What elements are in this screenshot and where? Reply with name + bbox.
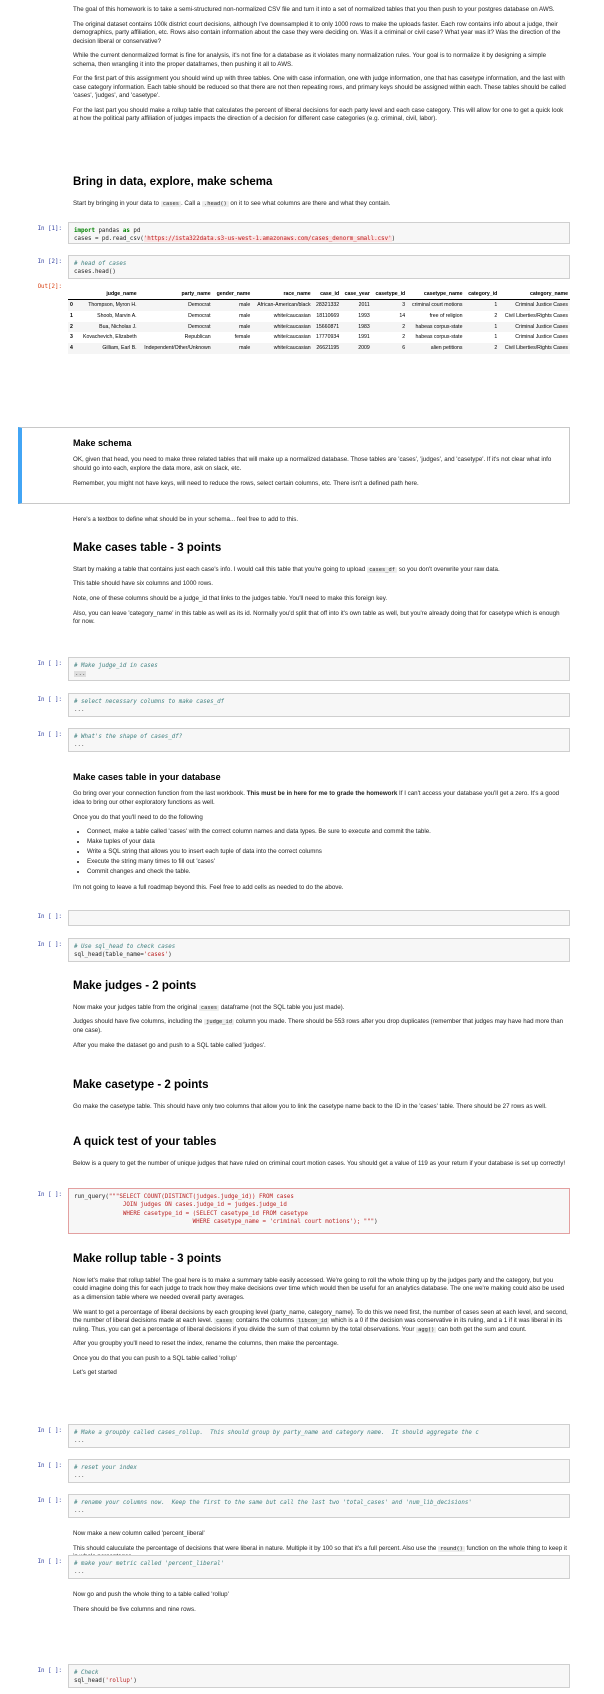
section-paragraph: We want to get a percentage of liberal decisions by each grouping level (party_name, category_name). To do this we need first, the number of cases seen at each level, and second, the number of liberal decisions made at each level. cases contains the columns libcon_id which is a 0 if the decision was conservative in its ruling, and a 1 if it was liberal in its ruling. Thus, you can get a percentage of liberal decisions if you divide the sum of that column by the total observations. Your agg() can both get the sum and count.: [73, 1308, 568, 1333]
cell-prompt: In [ ]:: [37, 1192, 62, 1198]
section-paragraph: I'm not going to leave a full roadmap beyond this. Feel free to add cells as needed to do the above.: [73, 883, 344, 891]
row-index: 1: [70, 312, 73, 319]
table-cell: male: [213, 343, 253, 354]
table-cell: Criminal Justice Cases: [499, 300, 570, 311]
row-index: 2: [68, 322, 78, 333]
table-header: race_name: [252, 289, 312, 300]
code-cell-percent-liberal[interactable]: # make your metric called 'percent_liberal' ...: [68, 1555, 570, 1579]
list-item: • Commit changes and check the table.: [87, 868, 568, 877]
table-cell: 2009: [341, 343, 372, 354]
list-item: • Make tuples of your data: [87, 838, 568, 847]
table-row: [68, 332, 570, 343]
code-cell-shape[interactable]: # What's the shape of cases_df? ...: [68, 728, 570, 752]
cell-prompt: In [ ]:: [37, 661, 62, 667]
table-cell: 28321332: [313, 300, 342, 311]
table-cell: Civil Liberties/Rights Cases: [499, 343, 570, 354]
table-cell: 18110669: [316, 312, 340, 319]
table-cell: white/caucasian: [252, 322, 312, 333]
section-paragraph: Here's a textbox to define what should be in your schema... feel free to add to this.: [73, 516, 299, 523]
table-header: category_name: [499, 289, 570, 300]
table-cell: free of religion: [429, 312, 463, 319]
code-cell-select-columns[interactable]: # select necessary columns to make cases_df ...: [68, 693, 570, 717]
intro-paragraph: While the current denormalized format is fine for analysis, it's not fine for a database as it violates many normalization rules. Your goal is to normalize it by designing a simple schema, then wrangling it into the proper dataframes, then pushing it all to AWS.: [73, 52, 547, 68]
table-cell: 17770934: [316, 334, 340, 341]
cases-section: [73, 541, 568, 633]
table-cell: white/caucasian: [273, 334, 311, 341]
table-header: category_id: [464, 289, 499, 300]
table-cell: Democrat: [139, 322, 213, 333]
bring-section: [73, 175, 568, 214]
section-paragraph: Remember, you might not have keys, will need to reduce the rows, select certain columns, etc. There isn't a defined path here.: [73, 479, 419, 487]
section-paragraph: After you make the dataset go and push to a SQL table called 'judges'.: [73, 1041, 266, 1049]
cell-prompt: In [ ]:: [37, 1498, 62, 1504]
section-paragraph: Start by making a table that contains just each case's info. I would call this table that you're going to upload cases_df so you don't overwrite your raw data.: [73, 565, 500, 573]
rollup-section: [73, 1252, 568, 1384]
table-cell: Democrat: [188, 312, 211, 319]
schema-section: [73, 437, 568, 494]
code-cell-judge-id[interactable]: # Make judge_id in cases ...: [68, 657, 570, 681]
table-cell: Independent/Other/Unknown: [139, 343, 213, 354]
dataframe-output: [68, 289, 570, 354]
table-cell: Criminal Justice Cases: [499, 322, 570, 333]
table-header: party_name: [139, 289, 213, 300]
table-cell: Kovachevich, Elizabeth: [82, 334, 137, 341]
section-paragraph: Judges should have five columns, including the judge_id column you made. There should be 553 rows after you drop duplicates (remember that judges may have had more than one case).: [73, 1018, 564, 1034]
section-paragraph: OK, given that head, you need to make three related tables that will make up a normalized database. Those tables are 'cases', 'judges', and 'casetype'. If it's not clear what info should go into each, explore the data more, ask on slack, etc.: [73, 456, 552, 472]
table-row: [68, 311, 570, 322]
table-header: case_id: [313, 289, 342, 300]
table-cell: 1: [494, 334, 498, 341]
section-paragraph: Start by bringing in your data to cases . Call a .head() on it to see what columns are there and what they contain.: [73, 199, 391, 207]
list-item: • Execute the string many times to fill out 'cases': [87, 858, 568, 867]
table-cell: 2: [464, 343, 499, 354]
section-heading: Make casetype - 2 points: [73, 1079, 209, 1091]
dataframe-table: [68, 289, 570, 354]
section-heading: Make judges - 2 points: [73, 980, 197, 992]
cell-prompt: In [ ]:: [37, 697, 62, 703]
output-prompt: Out[2]:: [37, 284, 62, 290]
table-cell: 2011: [341, 300, 372, 311]
cell-prompt: In [2]:: [37, 259, 62, 265]
table-cell: habeas corpus-state: [407, 322, 464, 333]
section-heading: Make cases table - 3 points: [73, 542, 222, 554]
cell-prompt: In [1]:: [37, 226, 62, 232]
todo-list: [73, 828, 568, 877]
section-paragraph: Note, one of these columns should be a judge_id that links to the judges table. You'll need to make this foreign key.: [73, 594, 388, 602]
section-heading: A quick test of your tables: [73, 1136, 217, 1148]
table-row: [68, 300, 570, 311]
table-cell: 1993: [358, 312, 370, 319]
table-cell: Shoob, Marvin A.: [97, 312, 137, 319]
table-cell: 2: [372, 322, 407, 333]
code-cell-empty[interactable]: [68, 910, 570, 926]
table-cell: 1: [464, 300, 499, 311]
cell-prompt: In [ ]:: [37, 914, 62, 920]
section-paragraph: Once you do that you can push to a SQL table called 'rollup': [73, 1354, 237, 1362]
table-cell: white/caucasian: [273, 312, 311, 319]
judges-section: [73, 979, 568, 1056]
section-paragraph: Also, you can leave 'category_name' in this table as well as its id. Normally you'd split that off into it's own table as well, but you're already doing that for casetype which is enough for now.: [73, 609, 560, 626]
section-paragraph: Let's get started: [73, 1369, 117, 1377]
cell-prompt: In [ ]:: [37, 1428, 62, 1434]
code-cell-check-rollup[interactable]: # Check sql_head('rollup'): [68, 1664, 570, 1688]
section-paragraph: Once you do that you'll need to do the following: [73, 813, 203, 821]
section-paragraph: Now let's make that rollup table! The goal here is to make a summary table easily accessed. We're going to roll the whole thing up by the judges party and the category, but you could imagine doing this for each judge to track how they make decisions over time which would then be useful for an analytics database. The one we're making could also be used as a dimension table where we needed overall party averages.: [73, 1276, 565, 1301]
section-paragraph: There should be five columns and nine rows.: [73, 1605, 196, 1613]
section-paragraph: This should caluculate the percentage of decisions that were liberal in nature. Multiple it by 100 so that it's a full percent. Also use the round() function on the whole thing to keep it: [73, 1544, 567, 1552]
row-index: 4: [68, 343, 78, 354]
section-paragraph: Go make the casetype table. This should have only two columns that allow you to link the casetype name back to the ID in the 'cases' table. There should be 27 rows as well.: [73, 1102, 547, 1110]
code-cell-rename[interactable]: # rename your columns now. Keep the first to the same but call the last two 'total_cases' and 'num_lib_decisions' ...: [68, 1494, 570, 1518]
table-cell: African-American/black: [252, 300, 312, 311]
section-paragraph: Go bring over your connection function from the last workbook. This must be in here for me to grade the homework If I can't access your database you'll get a zero. It's a good idea to bring our other exploratory functions as well.: [73, 790, 560, 806]
section-heading: Make schema: [73, 438, 132, 448]
table-header: case_year: [341, 289, 372, 300]
table-cell: Thompson, Myron H.: [78, 300, 139, 311]
table-header: casetype_id: [372, 289, 407, 300]
section-paragraph: Below is a query to get the number of unique judges that have ruled on criminal court motion cases. You should get a value of 119 as your return if your database is set up correctly!: [73, 1159, 566, 1167]
table-cell: habeas corpus-state: [415, 334, 463, 341]
table-cell: 2: [402, 334, 406, 341]
section-paragraph: After you groupby you'll need to reset the index, rename the columns, then make the percentage.: [73, 1340, 339, 1348]
push-section: [73, 1591, 568, 1620]
table-cell: female: [234, 334, 251, 341]
section-paragraph: Now go and push the whole thing to a table called 'rollup': [73, 1591, 229, 1598]
code-cell-sql-head-cases[interactable]: # Use sql_head to check cases sql_head(table_name='cases'): [68, 938, 570, 962]
table-cell: Bua, Nicholas J.: [78, 322, 139, 333]
cell-prompt: In [ ]:: [37, 1463, 62, 1469]
table-cell: alien petitions: [407, 343, 464, 354]
code-cell-groupby[interactable]: # Make a groupby called cases_rollup. This should group by party_name and category name. It should aggregate the c ...: [68, 1424, 570, 1448]
section-heading: Bring in data, explore, make schema: [73, 176, 273, 188]
table-cell: 1983: [341, 322, 372, 333]
table-cell: Republican: [184, 334, 211, 341]
table-cell: 14: [399, 312, 406, 319]
cell-prompt: In [ ]:: [37, 732, 62, 738]
table-header: gender_name: [213, 289, 253, 300]
table-header: casetype_name: [407, 289, 464, 300]
table-cell: Gilliam, Earl B.: [78, 343, 139, 354]
cell-prompt: In [ ]:: [37, 1559, 62, 1565]
casetype-section: [73, 1078, 568, 1117]
table-cell: 3: [372, 300, 407, 311]
cases-db-section: [73, 771, 568, 898]
code-cell-reset-index[interactable]: # reset your index ...: [68, 1459, 570, 1483]
table-cell: 1: [464, 322, 499, 333]
row-index: 3: [70, 334, 73, 341]
section-heading: Make cases table in your database: [73, 772, 221, 782]
code-cell-run-query[interactable]: run_query("""SELECT COUNT(DISTINCT(judges.judge_id)) FROM cases JOIN judges ON cases.judge_id = judges.judge_id WHERE casetype_id = (SELECT casetype_id FROM casetype WHERE casetype_name = 'criminal court motions'); """): [68, 1188, 570, 1234]
cell-prompt: In [ ]:: [37, 942, 62, 948]
schema-textbox: [73, 516, 568, 531]
table-cell: male: [213, 322, 253, 333]
table-cell: Criminal Justice Cases: [515, 334, 568, 341]
row-index: 0: [68, 300, 78, 311]
table-cell: male: [213, 300, 253, 311]
table-header: judge_name: [78, 289, 139, 300]
table-cell: 15660871: [313, 322, 342, 333]
quicktest-section: [73, 1135, 568, 1174]
table-cell: 26621195: [313, 343, 342, 354]
intro-markdown: [73, 6, 568, 130]
table-cell: 6: [372, 343, 407, 354]
section-paragraph: Now make your judges table from the original cases dataframe (not the SQL table you just made).: [73, 1003, 345, 1011]
table-cell: criminal court motions: [407, 300, 464, 311]
table-cell: white/caucasian: [252, 343, 312, 354]
code-cell-head[interactable]: # head of cases cases.head(): [68, 255, 570, 279]
code-cell-import[interactable]: import pandas as pd cases = pd.read_csv('https://ista322data.s3-us-west-1.amazonaws.com/cases_denorm_small.csv'): [68, 222, 570, 244]
intro-paragraph: The original dataset contains 100k district court decisions, although I've downsampled it to only 1000 rows to make the uploads faster. Each row contains info about a judge, their demographics, party affiliation, etc. Rows also contain information about the case they were deciding on. Was it a criminal or civil case? What year was it? Was the direction of the decision liberal or conservative?: [73, 20, 561, 45]
table-header: [68, 289, 78, 300]
table-cell: Democrat: [139, 300, 213, 311]
section-heading: Make rollup table - 3 points: [73, 1253, 222, 1265]
table-cell: male: [239, 312, 251, 319]
list-item: • Connect, make a table called 'cases' with the correct column names and data types. Be sure to execute and commit the table.: [87, 828, 568, 837]
section-paragraph: This table should have six columns and 1000 rows.: [73, 580, 213, 588]
intro-paragraph: The goal of this homework is to take a semi-structured non-normalized CSV file and turn it into a set of normalized tables that you then push to your postgres database on AWS.: [73, 6, 555, 13]
table-row: [68, 322, 570, 333]
section-paragraph: Now make a new column called 'percent_liberal': [73, 1530, 205, 1537]
table-cell: Civil Liberties/Rights Cases: [504, 312, 568, 319]
table-cell: 1991: [358, 334, 370, 341]
table-cell: 2: [494, 312, 498, 319]
intro-paragraph: For the last part you should make a rollup table that calculates the percent of liberal decisions for each party level and each case category. This will allow for one to get a quick look at how the political party affiliation of judges impacts the direction of a decision for different case categories (e.g. criminal, civil, labor).: [73, 106, 564, 123]
cell-prompt: In [ ]:: [37, 1668, 62, 1674]
list-item: • Write a SQL string that allows you to insert each tuple of data into the correct columns: [87, 848, 568, 857]
table-row: [68, 343, 570, 354]
intro-paragraph: For the first part of this assignment you should wind up with three tables. One with case information, one with judge information, one that has casetype information, and the last with case category information. Each table should be reduced so that there are not then repeating rows, and primary keys should be assigned within each. These tables should be called 'cases', 'judges', and 'casetype'.: [73, 75, 566, 100]
